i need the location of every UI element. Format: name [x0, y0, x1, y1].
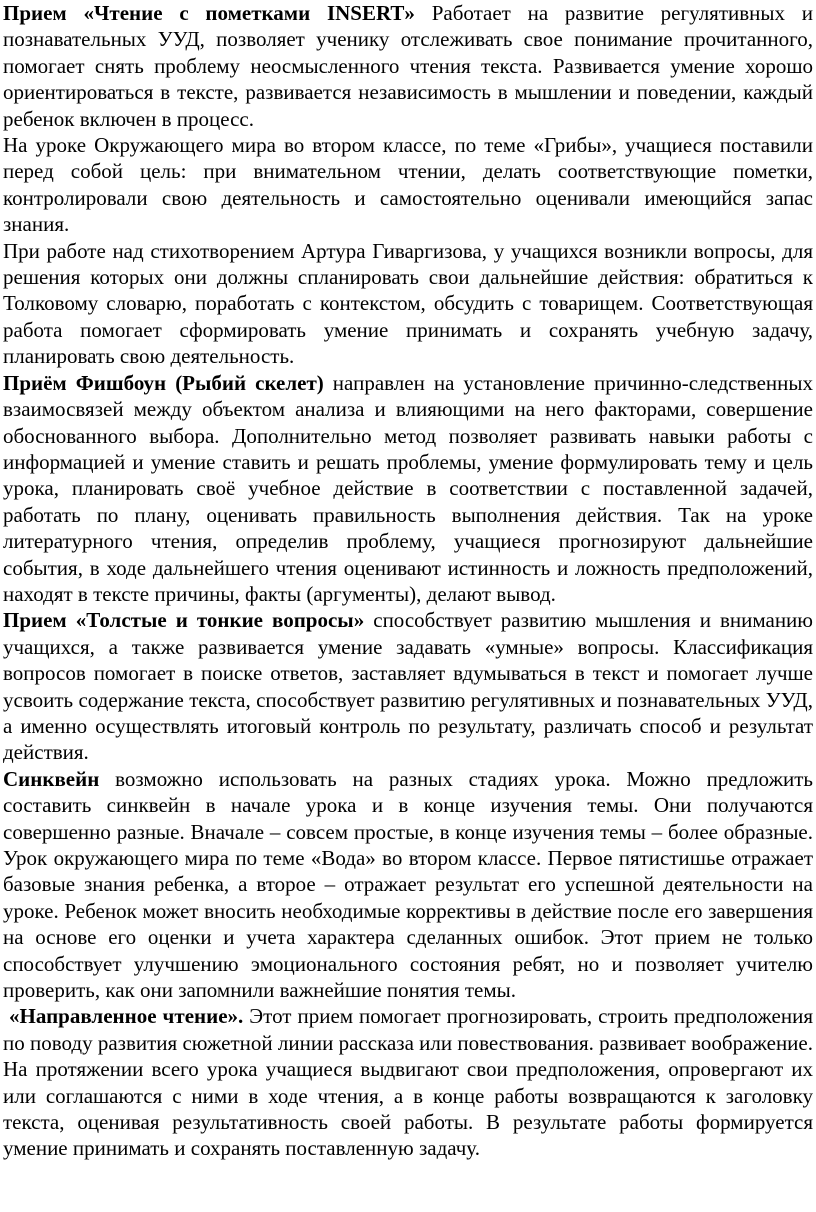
paragraph-directed-reading	[3, 1003, 813, 1161]
paragraph-insert-technique	[3, 0, 813, 132]
paragraph-body: способствует развитию мышления и вниманию учащихся, а также развивается умение задавать «умные» вопросы. Классификация вопросов помогает в поиске ответов, заставляет вдумываться в текст и помогает лучше усвоить содержание текста, способствует развитию регулятивных и познавательных УУД, а именно осуществлять итоговый контроль по результату, различать способ и результат действия.	[3, 608, 813, 765]
paragraph-lead-term: Приём Фишбоун (Рыбий скелет)	[3, 370, 324, 395]
paragraph-body: Работает на развитие регулятивных и познавательных УУД, позволяет ученику отслеживать свое понимание прочитанного, помогает снять проблему неосмысленного чтения текста. Развивается умение хорошо ориентироваться в тексте, развивается независимость в мышлении и поведении, каждый ребенок включен в процесс.	[3, 1, 813, 131]
paragraph-mushrooms-lesson	[3, 132, 813, 238]
paragraph-body: направлен на установление причинно-следственных взаимосвязей между объектом анализа и влияющими на него факторами, совершение обоснованного выбора. Дополнительно метод позволяет развивать навыки работы с информацией и умение ставить и решать проблемы, умение формулировать тему и цель урока, планировать своё учебное действие в соответствии с поставленной задачей, работать по плану, оценивать правильность выполнения действия. Так на уроке литературного чтения, определив проблему, учащиеся прогнозируют дальнейшие события, в ходе дальнейшего чтения оценивают истинность и ложность предположений, находят в тексте причины, факты (аргументы), делают вывод.	[3, 370, 813, 606]
paragraph-body: При работе над стихотворением Артура Гиваргизова, у учащихся возникли вопросы, для решения которых они должны спланировать свои дальнейшие действия: обратиться к Толковому словарю, поработать с контекстом, обсудить с товарищем. Соответствующая работа помогает сформировать умение принимать и сохранять учебную задачу, планировать свою деятельность.	[3, 238, 813, 369]
paragraph-thick-thin-questions	[3, 607, 813, 765]
paragraph-poem-work	[3, 238, 813, 370]
paragraph-fishbone-technique	[3, 370, 813, 608]
paragraph-lead-term: «Направленное чтение».	[9, 1004, 244, 1029]
paragraph-lead-term: Прием «Чтение с пометками INSERT»	[3, 1, 415, 25]
paragraph-body: На уроке Окружающего мира во втором классе, по теме «Грибы», учащиеся поставили перед собой цель: при внимательном чтении, делать соответствующие пометки, контролировали свою деятельность и самостоятельно оценивали имеющийся запас знания.	[3, 133, 813, 237]
paragraph-lead-term: Прием «Толстые и тонкие вопросы»	[3, 608, 365, 633]
paragraph-lead-term: Синквейн	[3, 766, 100, 791]
paragraph-body: возможно использовать на разных стадиях урока. Можно предложить составить синквейн в начале урока и в конце изучения темы. Они получаются совершенно разные. Вначале – совсем простые, в конце изучения темы – более образные. Урок окружающего мира по теме «Вода» во втором классе. Первое пятистишье отражает базовые знания ребенка, а второе – отражает результат его успешной деятельности на уроке. Ребенок может вносить необходимые коррективы в действие после его завершения на основе его оценки и учета характера сделанных ошибок. Этот прием не только способствует улучшению эмоционального состояния ребят, но и позволяет учителю проверить, как они запомнили важнейшие понятия темы.	[3, 766, 813, 1003]
paragraph-cinquain	[3, 766, 813, 1004]
paragraph-body: Этот прием помогает прогнозировать, строить предположения по поводу развития сюжетной линии рассказа или повествования. развивает воображение. На протяжении всего урока учащиеся выдвигают свои предположения, опровергают их или соглашаются с ними в ходе чтения, а в конце работы возвращаются к заголовку текста, оценивая результативность своей работы. В результате работы формируется умение принимать и сохранять поставленную задачу.	[3, 1004, 813, 1161]
